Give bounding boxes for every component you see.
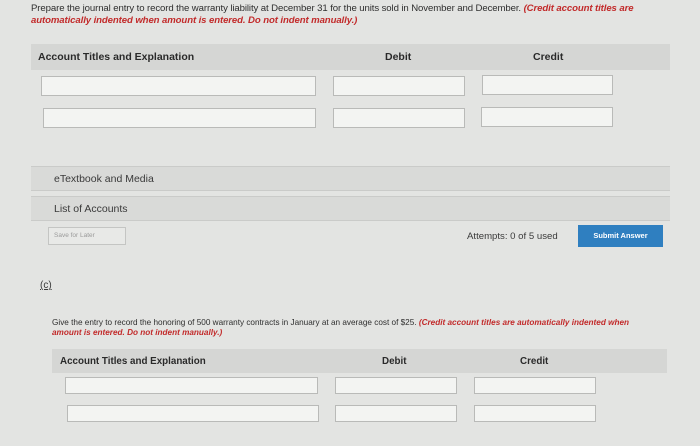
table2-row2-debit-input[interactable]: [335, 405, 457, 422]
instruction-text: Prepare the journal entry to record the warranty liability at December 31 for the units sold in November and December.: [31, 3, 521, 14]
table1-row1-debit-input[interactable]: [333, 76, 465, 96]
table2-row2-account-input[interactable]: [67, 405, 319, 422]
etextbook-label: eTextbook and Media: [54, 173, 154, 185]
table1-row2-account-input[interactable]: [43, 108, 316, 128]
save-for-later-button[interactable]: Save for Later: [48, 227, 126, 245]
list-of-accounts-link[interactable]: [31, 196, 670, 221]
table2-header-account: Account Titles and Explanation: [60, 356, 206, 367]
table1-header-account: Account Titles and Explanation: [38, 51, 195, 63]
table1-row2-debit-input[interactable]: [333, 108, 465, 128]
part-c-instruction-note: (Credit account titles are automatically indented when amount is entered. Do not indent manually.): [52, 318, 630, 337]
submit-answer-button[interactable]: Submit Answer: [578, 225, 663, 247]
table1-header-credit: Credit: [533, 51, 564, 63]
table1-header: [31, 44, 670, 70]
table2-row1-account-input[interactable]: [65, 377, 318, 394]
table2-row1-credit-input[interactable]: [474, 377, 596, 394]
attempts-counter: Attempts: 0 of 5 used: [467, 231, 558, 242]
part-c-instruction: [52, 318, 652, 338]
table2-row2-credit-input[interactable]: [474, 405, 596, 422]
table1-row1-credit-input[interactable]: [482, 75, 613, 95]
table2-header: [52, 349, 667, 373]
part-c-label: (c): [40, 280, 52, 291]
part-c-instruction-text: Give the entry to record the honoring of 500 warranty contracts in January at an average cost of $25.: [52, 318, 417, 327]
table1-row1-account-input[interactable]: [41, 76, 316, 96]
list-of-accounts-label: List of Accounts: [54, 203, 128, 215]
table2-row1-debit-input[interactable]: [335, 377, 457, 394]
question-instruction: [31, 3, 681, 27]
etextbook-media-link[interactable]: [31, 166, 670, 191]
table1-row2-credit-input[interactable]: [481, 107, 613, 127]
table1-header-debit: Debit: [385, 51, 412, 63]
instruction-note: (Credit account titles are automatically indented when amount is entered. Do not indent manually.): [31, 3, 634, 26]
table2-header-credit: Credit: [520, 356, 549, 367]
table2-header-debit: Debit: [382, 356, 407, 367]
